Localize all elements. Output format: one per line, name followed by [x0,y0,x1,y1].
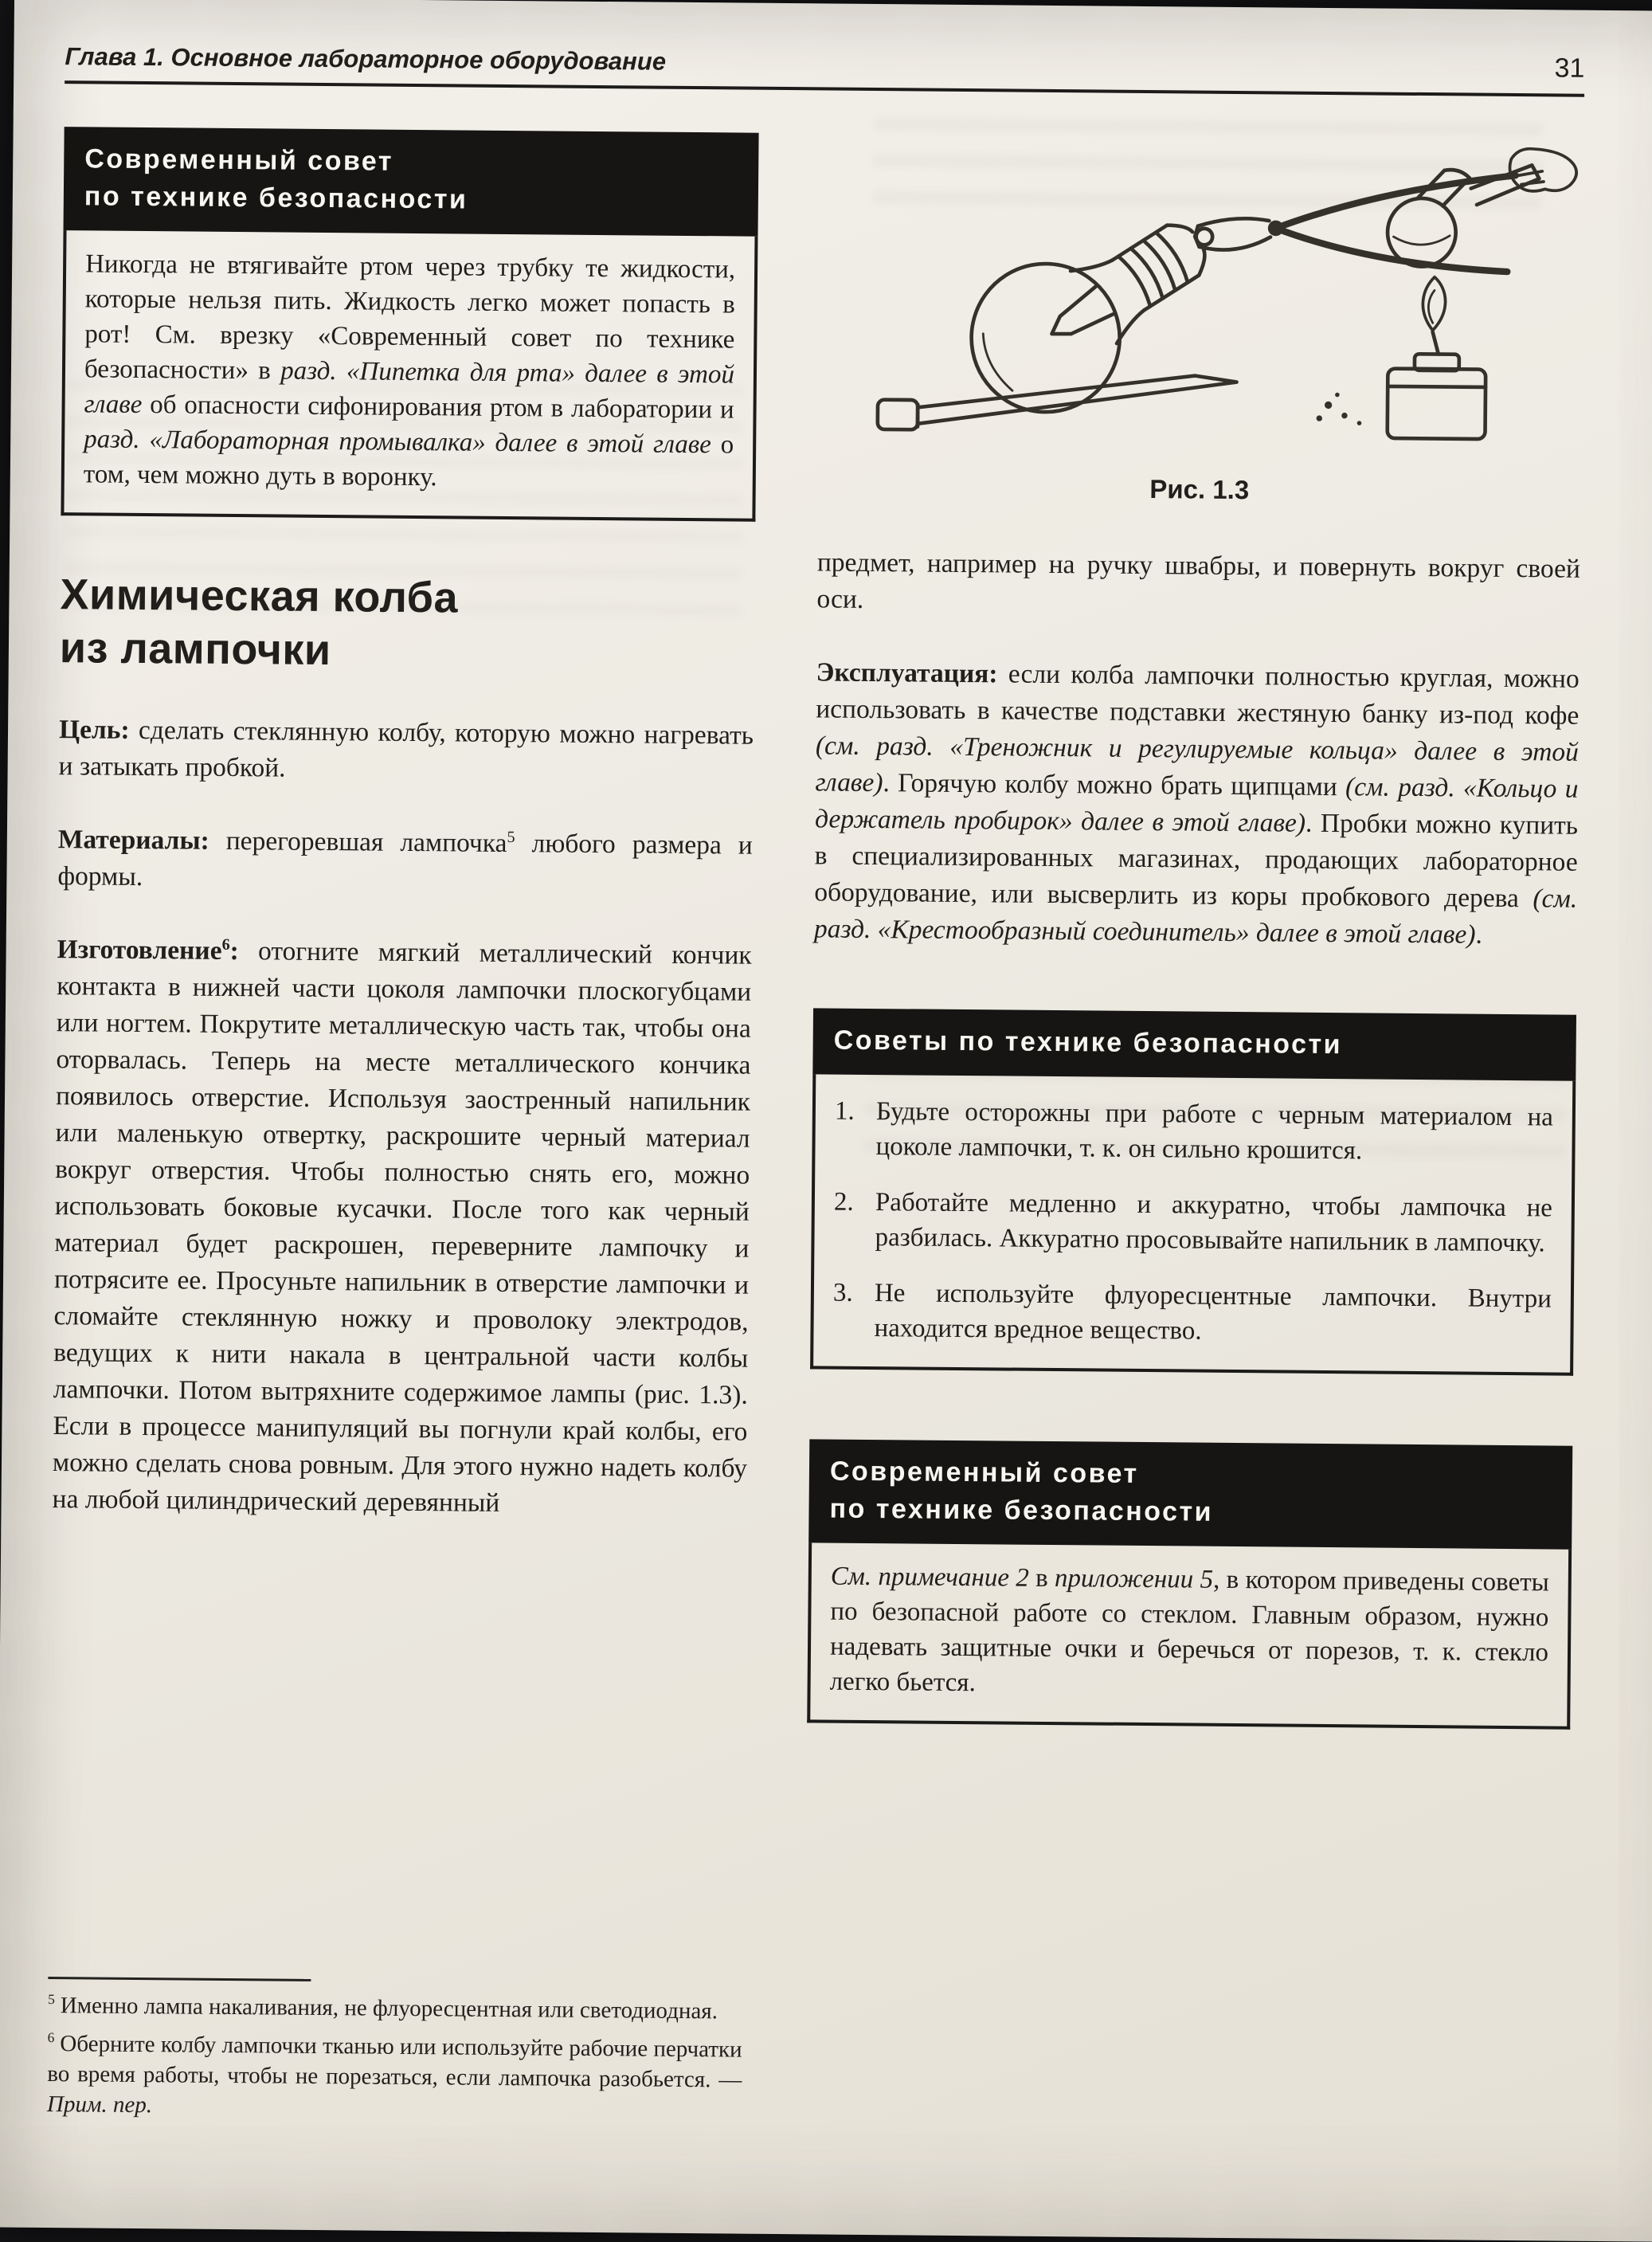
tips-body [810,1074,1576,1375]
right-column [807,133,1583,1729]
callout-banner [64,127,759,237]
making-paragraph: Изготовление$^6$: отогните мягкий металлический кончик контакта в нижней части цоколя лампочки плоскогубцами или ногтем. Покрутите металлическую часть так, чтобы она оторвалась. Теперь на месте металлического кончика появилось отверстие. Используя заостренный напильник или маленькую отвертку, раскрошите черный материал вокруг отверстия. Чтобы полностью снять его, можно использовать боковые кусачки. После того как черный материал будет раскрошен, переверните лампочку и потрясите ее. Просуньте напильник в отверстие лампочки и сломайте стеклянную ножку и проволоку электродов, ведущих к нити накала в центральной части колбы лампочки. Потом вытряхните содержимое лампы (рис. 1.3). Если в процессе манипуляций вы погнули край колбы, его можно сделать снова ровным. Для этого нужно надеть колбу на любой цилиндрический деревянный [52,935,752,1518]
pliers-icon [1195,173,1516,272]
running-head: Глава 1. Основное лабораторное оборудование [65,42,667,76]
usage-paragraph: Эксплуатация: если колба лампочки полностью круглая, можно использовать в качестве подставки жестяную банку из-под кофе (см. разд. «Треножник и регулируемые кольца» далее в этой главе). Горячую колбу можно брать щипцами (см. разд. «Кольцо и держатель пробирок» далее в этой главе). Пробки можно купить в специализированных магазинах, продающих лабораторное оборудование, или высверлить из коры пробкового дерева (см. разд. «Крестообразный соединитель» далее в этой главе). [813,657,1580,950]
callout-title-line2: по технике безопасности [84,181,468,215]
figure-1-3 [818,139,1584,508]
modern-safety-callout-2 [807,1439,1572,1729]
footnotes [46,1940,742,2177]
tongs-icon [1471,165,1540,206]
tip-item-1: 1. Будьте осторожны при работе с черным материалом на цоколе лампочки, т. к. он сильно крошится. [834,1096,1554,1166]
tips-title: Советы по технике безопасности [833,1025,1343,1060]
tip-item-3: 3. Не используйте флуоресцентные лампочки. Внутри находится вредное вещество. [832,1278,1552,1346]
goal-paragraph: Цель: сделать стеклянную колбу, которую можно нагревать и затыкать пробкой. [58,715,754,783]
materials-paragraph: Материалы: перегоревшая лампочка$^5$ любого размера и формы. [57,825,753,892]
footnote-6: $^6$ Оберните колбу лампочки тканью или используйте рабочие перчатки во время работы, чтобы не порезаться, если лампочка разобьется. — Прим. пер. [46,2029,742,2119]
page-number: 31 [1554,53,1585,84]
tip-item-2: 2. Работайте медленно и аккуратно, чтобы лампочка не разбилась. Аккуратно просовывайте напильник в лампочку. [833,1187,1553,1258]
callout2-title-line1: Современный совет [829,1456,1139,1489]
left-column [46,127,758,2177]
alcohol-burner-icon [1388,276,1487,439]
callout-paragraph: Никогда не втягивайте ртом через трубку те жидкости, которые нельзя пить. Жидкость легко может попасть в рот! См. врезку «Современный совет по технике безопасности» в разд. «Пипетка для рта» далее в этой главе об опасности сифонирования ртом в лаборатории и разд. «Лабораторная промывалка» далее в этой главе о том, чем можно дуть в воронку. [83,249,736,492]
footnote-5: $^5$ Именно лампа накаливания, не флуоресцентная или светодиодная. [48,1991,718,2024]
tips-banner [812,1008,1576,1080]
footnote-rule [48,1977,311,1981]
callout-title-line1: Современный совет [84,143,394,177]
continuation-paragraph: предмет, например на ручку швабры, и повернуть вокруг своей оси. [816,547,1581,614]
two-column-layout [46,127,1583,2184]
needle-file-icon [878,373,1237,433]
figure-illustration [818,139,1583,464]
section-title: Химическая колба из лампочки [59,570,459,675]
callout2-title-line2: по технике безопасности [829,1493,1214,1527]
callout2-body [807,1542,1572,1729]
callout2-paragraph: См. примечание 2 в приложении 5, в котором приведены советы по безопасной работе со стеклом. Главным образом, нужно надевать защитные очки и беречься от порезов, т. к. стекло легко бьется. [829,1562,1549,1698]
modern-safety-callout [61,127,758,522]
debris-dots [1316,392,1361,425]
safety-tips-box [810,1008,1576,1375]
page-header [65,40,1584,84]
figure-caption: Рис. 1.3 [1149,474,1250,505]
callout-body [61,230,757,522]
header-rule [65,80,1584,97]
callout2-banner [808,1439,1572,1549]
